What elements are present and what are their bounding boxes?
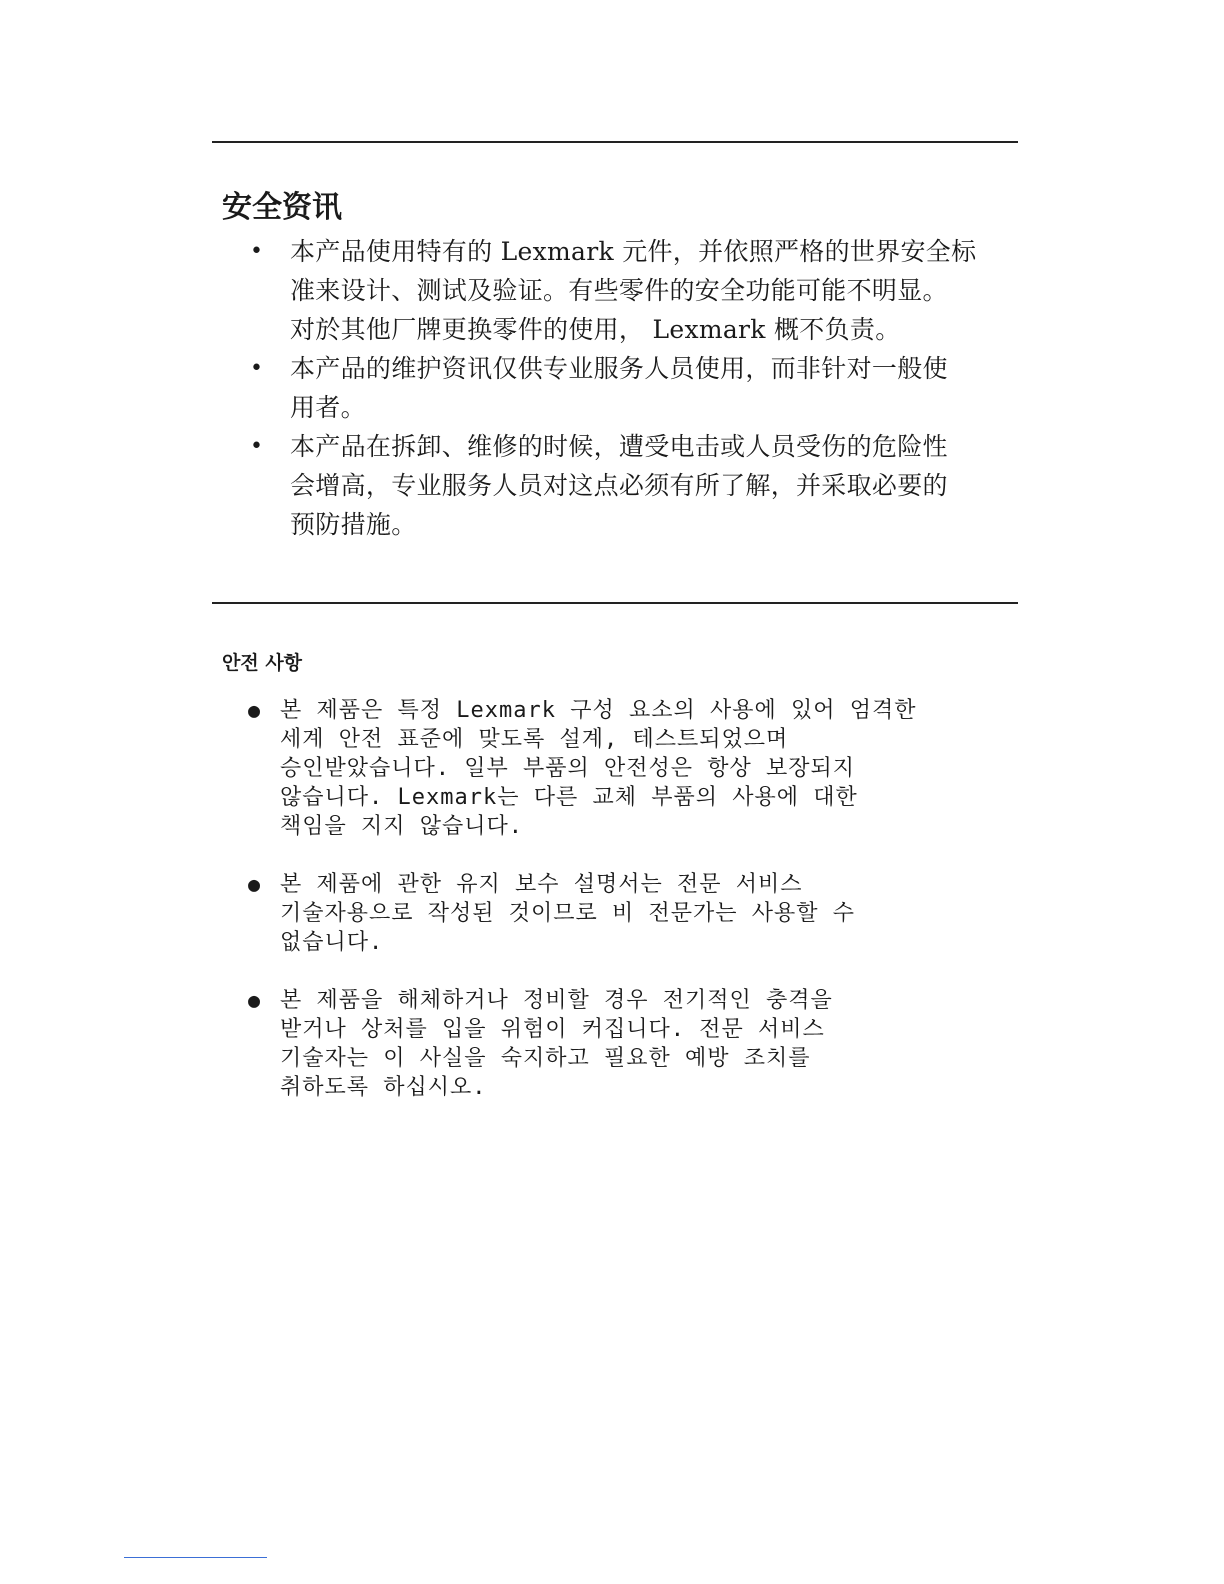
text-line: 会增高，专业服务人员对这点必须有所了解，并采取必要的: [290, 471, 948, 500]
text-line: 세계 안전 표준에 맞도록 설계, 테스트되었으며: [280, 727, 789, 752]
bullet-icon: •: [250, 356, 264, 381]
korean-safety-title: 안전 사항: [222, 652, 303, 674]
text-line: 기술자용으로 작성된 것이므로 비 전문가는 사용할 수: [280, 901, 856, 926]
text-line: 취하도록 하십시오.: [280, 1075, 487, 1100]
bullet-icon: •: [250, 434, 264, 459]
text-line: 받거나 상처를 입을 위험이 커집니다. 전문 서비스: [280, 1017, 825, 1042]
chinese-safety-section: [222, 186, 1012, 544]
korean-safety-item: [222, 696, 1012, 841]
text-line: 准来设计、测试及验证。有些零件的安全功能可能不明显。: [290, 276, 948, 305]
chinese-safety-item: [222, 427, 1012, 544]
text-line: 预防措施。: [290, 510, 417, 539]
korean-safety-section: [222, 648, 1012, 1131]
footnote-link-underline: [124, 1557, 267, 1558]
text-line: 없습니다.: [280, 930, 384, 955]
korean-safety-item: [222, 986, 1012, 1102]
text-line: 본 제품을 해체하거나 정비할 경우 전기적인 충격을: [280, 988, 833, 1013]
chinese-safety-item: [222, 349, 1012, 427]
chinese-safety-item: [222, 232, 1012, 349]
text-line: 用者。: [290, 393, 366, 422]
korean-safety-item: [222, 870, 1012, 957]
text-line: 本产品在拆卸、维修的时候，遭受电击或人员受伤的危险性: [290, 432, 948, 461]
text-line: 책임을 지지 않습니다.: [280, 814, 524, 839]
text-line: 않습니다. Lexmark는 다른 교체 부품의 사용에 대한: [280, 785, 858, 810]
bullet-icon: ●: [248, 872, 262, 896]
chinese-safety-list: [222, 232, 1012, 544]
top-divider: [212, 141, 1018, 143]
text-line: 本产品使用特有的 Lexmark 元件，并依照严格的世界安全标: [290, 237, 977, 266]
bullet-icon: •: [250, 239, 264, 264]
text-line: 对於其他厂牌更换零件的使用， Lexmark 概不负责。: [290, 315, 901, 344]
text-line: 기술자는 이 사실을 숙지하고 필요한 예방 조치를: [280, 1046, 811, 1071]
text-line: 本产品的维护资讯仅供专业服务人员使用，而非针对一般使: [290, 354, 948, 383]
text-line: 본 제품에 관한 유지 보수 설명서는 전문 서비스: [280, 872, 803, 897]
text-line: 본 제품은 특정 Lexmark 구성 요소의 사용에 있어 엄격한: [280, 698, 917, 723]
bullet-icon: ●: [248, 988, 262, 1012]
bullet-icon: ●: [248, 698, 262, 722]
chinese-safety-title: 安全资讯: [222, 190, 342, 225]
section-divider: [212, 602, 1018, 604]
text-line: 승인받았습니다. 일부 부품의 안전성은 항상 보장되지: [280, 756, 856, 781]
korean-safety-list: [222, 696, 1012, 1102]
